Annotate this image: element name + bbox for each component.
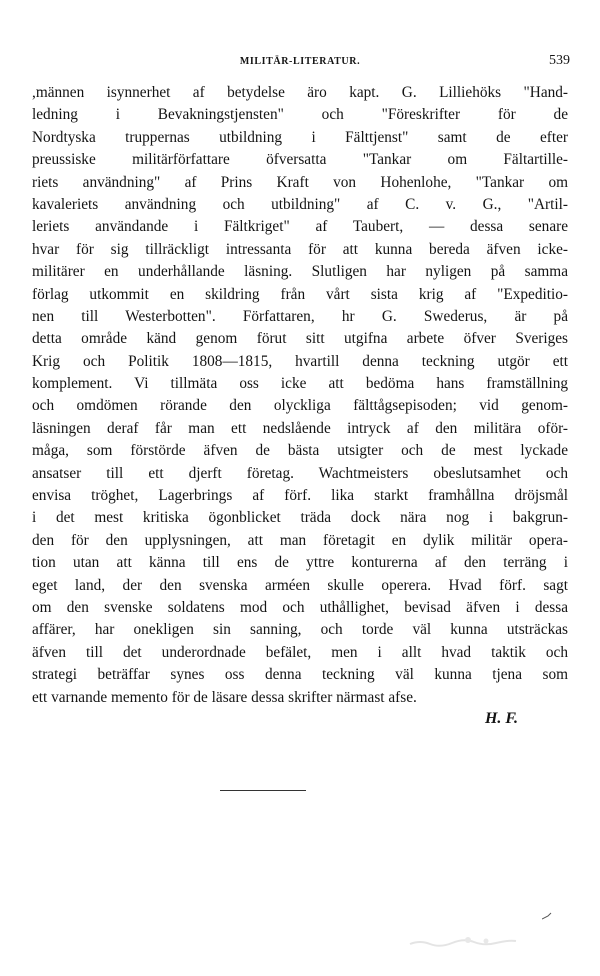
text-line: hvar för sig tillräckligt intressanta för att kunna bereda äfven icke- (32, 240, 568, 258)
text-line: äfven till det underordnade befälet, men i allt hvad taktik och (32, 643, 568, 661)
text-line: affärer, har onekligen sin sanning, och torde väl kunna utsträckas (32, 621, 568, 639)
author-signature: H. F. (484, 710, 518, 727)
text-line: komplement. Vi tillmäta oss icke att bedöma hans framställning (32, 375, 568, 393)
text-line: militärer en underhållande läsning. Slutligen har nyligen på samma (32, 263, 568, 281)
text-line: förlag utkommit en skildring från vårt sista krig af "Expeditio- (32, 285, 568, 303)
text-line: strategi beträffar synes oss denna teckning väl kunna tjena som (32, 666, 568, 684)
pencil-mark-icon (542, 912, 552, 920)
text-line: och omdömen rörande den olyckliga fälttågsepisoden; vid genom- (32, 397, 568, 415)
page-number: 539 (549, 53, 570, 68)
text-line: ,männen isynnerhet af betydelse äro kapt. G. Lilliehöks "Hand- (32, 84, 568, 101)
text-line: Krig och Politik 1808—1815, hvartill denna teckning utgör ett (32, 352, 568, 370)
text-line: detta område känd genom förut sitt utgifna arbete öfver Sveriges (32, 330, 568, 348)
text-line: läsningen deraf får man ett nedslående intryck af den militära oför- (32, 419, 568, 437)
text-line: riets användning" af Prins Kraft von Hohenlohe, "Tankar om (32, 173, 568, 191)
text-line: ansatser till ett djerft företag. Wachtmeisters obeslutsamhet och (32, 464, 568, 482)
running-head: MILITÄR-LITERATUR. (239, 56, 361, 67)
text-line: måga, som förstörde äfven de bästa utsigter och de mest lyckade (32, 442, 568, 460)
text-line: eget land, der den svenska arméen skulle operera. Hvad förf. sagt (32, 576, 568, 594)
text-line: kavaleriets användning och utbildning" af C. v. G., "Artil- (32, 195, 568, 213)
text-line: nen till Westerbotten". Författaren, hr G. Swederus, är på (32, 307, 568, 325)
text-line: om den svenske soldatens mod och uthållighet, bevisad äfven i dessa (32, 598, 568, 616)
text-line: i det mest kritiska ögonblicket träda dock nära nog i bakgrun- (32, 509, 568, 527)
text-line: tion utan att känna till ens de yttre konturerna af den terräng i (32, 554, 568, 572)
text-line: den för den upplysningen, att man företagit en dylik militär opera- (32, 531, 568, 549)
text-line: envisa tröghet, Lagerbrings af förf. lika starkt framhållna dröjsmål (32, 487, 568, 505)
text-line: preussiske militärförfattare öfversatta "Tankar om Fältartille- (32, 151, 568, 169)
text-line: ett varnande memento för de läsare dessa skrifter närmast afse. (32, 688, 417, 706)
text-line: ledning i Bevakningstjensten" och "Föreskrifter för de (32, 106, 568, 124)
text-line: Nordtyska truppernas utbildning i Fälttjenst" samt de efter (32, 128, 568, 146)
section-divider (220, 790, 306, 791)
body-text (32, 82, 568, 709)
text-line: leriets användande i Fältkriget" af Taubert, — dessa senare (32, 218, 568, 236)
page-header (30, 53, 570, 72)
scan-watermark-icon (408, 934, 518, 950)
